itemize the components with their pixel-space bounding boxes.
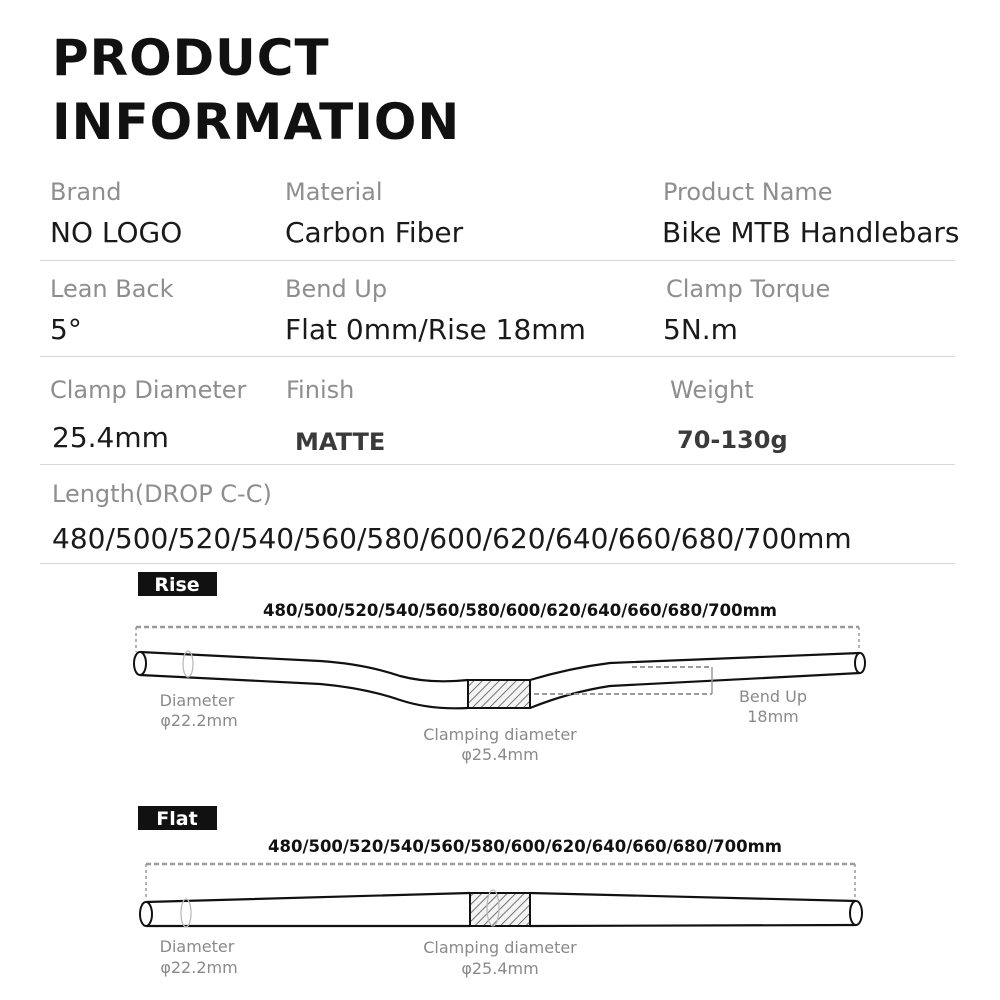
clamp-diameter-label: Clamp Diameter bbox=[50, 376, 247, 404]
rise-clamp-area bbox=[468, 680, 530, 708]
flat-diameter-value: φ22.2mm bbox=[160, 958, 238, 977]
rise-clamp-value: φ25.4mm bbox=[461, 745, 539, 764]
length-value: 480/500/520/540/560/580/600/620/640/660/680/700mm bbox=[52, 522, 852, 555]
flat-clamp-label: Clamping diameter bbox=[423, 938, 577, 957]
weight-label: Weight bbox=[670, 376, 754, 404]
handlebar-diagrams bbox=[0, 560, 1000, 1000]
product-name-value: Bike MTB Handlebars bbox=[662, 216, 960, 249]
rise-diameter-label: Diameter bbox=[159, 691, 235, 710]
brand-label: Brand bbox=[50, 178, 122, 206]
rise-bend-label: Bend Up bbox=[738, 687, 808, 706]
rise-badge bbox=[138, 572, 217, 596]
bend-up-label: Bend Up bbox=[285, 275, 388, 303]
rise-badge-text: Rise bbox=[154, 574, 200, 596]
flat-right-end bbox=[850, 901, 862, 925]
product-name-label: Product Name bbox=[663, 178, 833, 206]
material-value: Carbon Fiber bbox=[285, 216, 464, 249]
lean-back-value: 5° bbox=[50, 313, 82, 346]
clamp-diameter-value: 25.4mm bbox=[52, 421, 169, 454]
flat-clamp-area bbox=[470, 893, 530, 926]
flat-badge-text: Flat bbox=[156, 808, 198, 830]
flat-diameter-label: Diameter bbox=[159, 937, 235, 956]
bend-up-value: Flat 0mm/Rise 18mm bbox=[285, 313, 586, 346]
flat-diagram bbox=[138, 806, 862, 978]
rise-clamp-label: Clamping diameter bbox=[423, 725, 577, 744]
rise-bend-value: 18mm bbox=[747, 707, 799, 726]
material-label: Material bbox=[285, 178, 383, 206]
divider-1 bbox=[40, 260, 955, 261]
flat-left-end bbox=[140, 902, 152, 926]
length-label: Length(DROP C-C) bbox=[52, 480, 272, 508]
flat-clamp-value: φ25.4mm bbox=[461, 959, 539, 978]
divider-3 bbox=[40, 464, 955, 465]
finish-label: Finish bbox=[286, 376, 355, 404]
clamp-torque-value: 5N.m bbox=[663, 313, 738, 346]
flat-badge bbox=[138, 806, 217, 830]
finish-value: MATTE bbox=[295, 428, 386, 456]
lean-back-label: Lean Back bbox=[50, 275, 174, 303]
page-title bbox=[52, 26, 460, 154]
rise-diagram bbox=[134, 572, 865, 764]
rise-bar-top bbox=[140, 652, 860, 681]
weight-value: 70-130g bbox=[677, 426, 788, 454]
rise-left-end bbox=[134, 652, 146, 675]
flat-diameter-ring bbox=[181, 899, 191, 927]
brand-value: NO LOGO bbox=[50, 216, 183, 249]
rise-right-end bbox=[855, 653, 865, 673]
title-line-2: INFORMATION bbox=[52, 93, 461, 151]
flat-lengths: 480/500/520/540/560/580/600/620/640/660/680/700mm bbox=[268, 837, 782, 856]
rise-diameter-value: φ22.2mm bbox=[160, 711, 238, 730]
title-line-1: PRODUCT bbox=[52, 29, 330, 87]
clamp-torque-label: Clamp Torque bbox=[666, 275, 831, 303]
rise-lengths: 480/500/520/540/560/580/600/620/640/660/680/700mm bbox=[263, 601, 777, 620]
divider-2 bbox=[40, 356, 955, 357]
